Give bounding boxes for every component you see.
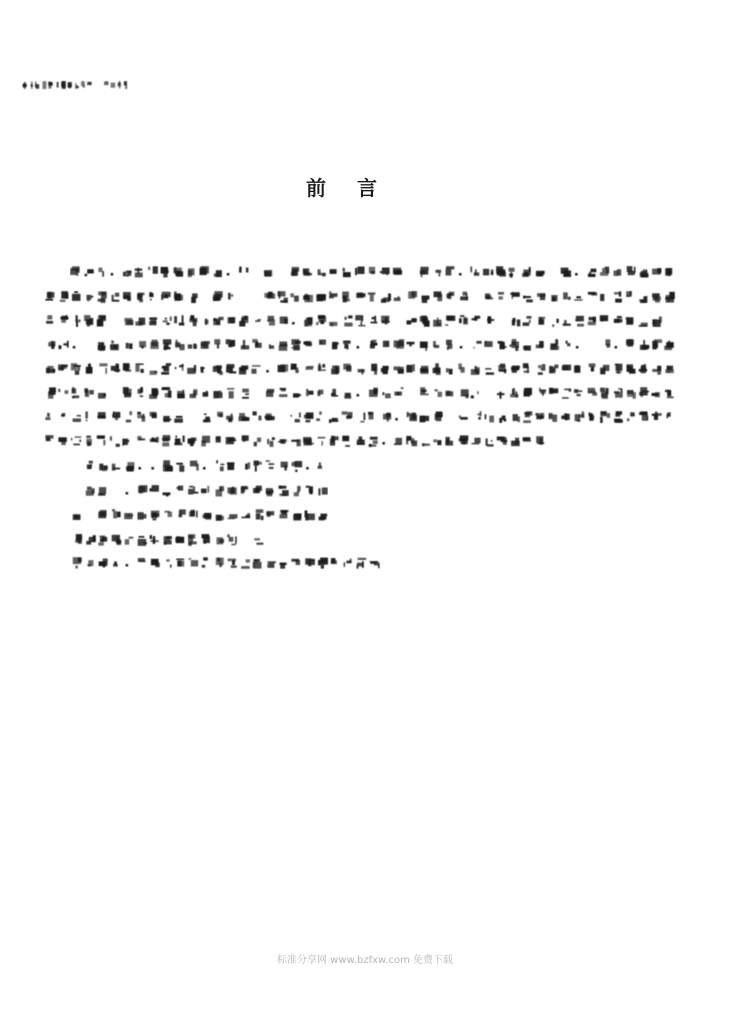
illegible-text-line — [45, 434, 550, 448]
illegible-text-line — [45, 314, 686, 328]
illegible-list-item — [72, 556, 390, 570]
illegible-list-item — [72, 533, 264, 547]
illegible-text-line — [70, 265, 686, 279]
illegible-list-item — [72, 484, 328, 498]
illegible-text-line — [45, 338, 686, 352]
illegible-text-line — [45, 362, 686, 376]
standard-code-header — [22, 79, 132, 91]
footer-watermark: 标准分享网 www.bzfxw.com 免费下载 — [277, 955, 453, 966]
illegible-text-line — [45, 290, 686, 304]
illegible-text-line — [45, 386, 686, 400]
illegible-list-item — [72, 459, 333, 473]
page-title: 前 言 — [306, 176, 389, 200]
illegible-text-line — [45, 410, 686, 424]
illegible-list-item — [72, 508, 340, 522]
